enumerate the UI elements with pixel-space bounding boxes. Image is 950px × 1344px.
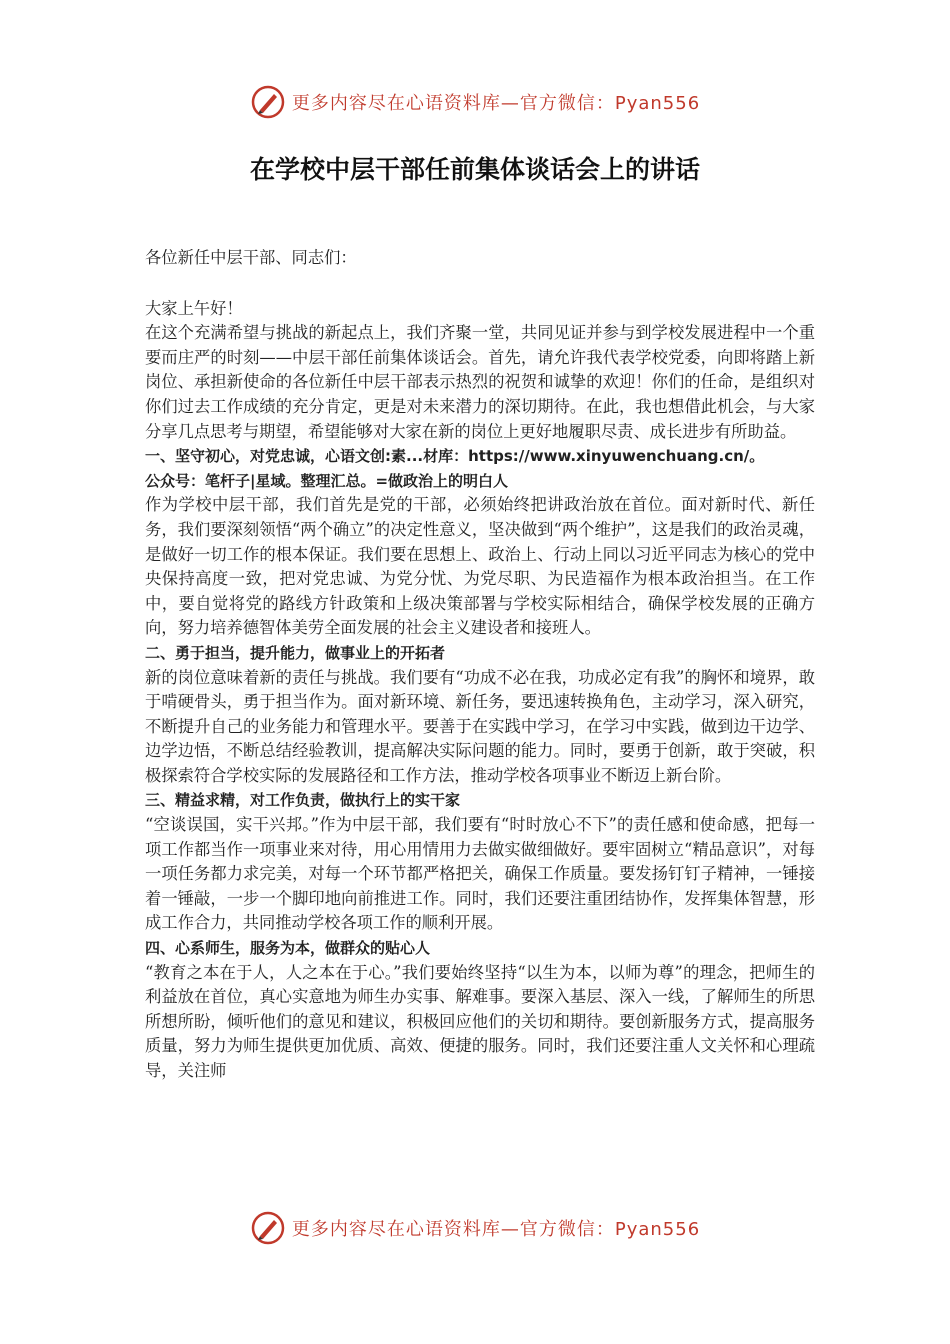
section-2-heading: 二、勇于担当，提升能力，做事业上的开拓者: [145, 643, 446, 662]
pen-logo-icon: [250, 84, 286, 120]
section-3-heading: 三、精益求精，对工作负责，做执行上的实干家: [145, 791, 461, 810]
watermark-text: 更多内容尽在心语资料库—官方微信：Pyan556: [291, 1219, 701, 1240]
salutation: 各位新任中层干部、同志们：: [145, 248, 357, 267]
section-3-body: “空谈误国，实干兴邦。”作为中层干部，我们要有“时时放心不下”的责任感和使命感，把每一项工作都当作一项事业来对待，用心用情用力去做实做细做好。要牢固树立“精品意识”，对每一项任务都力求完美，对每一个环节都严格把关，确保工作质量。要发扬钉钉子精神，一锤接着一锤敲，一步一个脚印地向前推进工作。同时，我们还要注重团结协作，发挥集体智慧，形成工作合力，共同推动学校各项工作的顺利开展。: [145, 815, 815, 933]
document-body: [145, 246, 815, 1084]
section-4-heading: 四、心系师生，服务为本，做群众的贴心人: [145, 939, 431, 958]
section-2-body: 新的岗位意味着新的责任与挑战。我们要有“功成不必在我，功成必定有我”的胸怀和境界，敢于啃硬骨头，勇于担当作为。面对新环境、新任务，要迅速转换角色，主动学习，深入研究，不断提升自己的业务能力和管理水平。要善于在实践中学习，在学习中实践，做到边干边学、边学边悟，不断总结经验教训，提高解决实际问题的能力。同时，要勇于创新，敢于突破，积极探索符合学校实际的发展路径和工作方法，推动学校各项事业不断迈上新台阶。: [145, 667, 815, 785]
section-1-body: 作为学校中层干部，我们首先是党的干部，必须始终把讲政治放在首位。面对新时代、新任务，我们要深刻领悟“两个确立”的决定性意义，坚决做到“两个维护”，这是我们的政治灵魂，是做好一切工作的根本保证。我们要在思想上、政治上、行动上同以习近平同志为核心的党中央保持高度一致，把对党忠诚、为党分忧、为党尽职、为民造福作为根本政治担当。在工作中，要自觉将党的路线方针政策和上级决策部署与学校实际相结合，确保学校发展的正确方向，努力培养德智体美劳全面发展的社会主义建设者和接班人。: [145, 495, 815, 638]
footer-watermark-banner: [0, 1208, 950, 1248]
greeting: 大家上午好！: [145, 298, 243, 318]
page-title: 在学校中层干部任前集体谈话会上的讲话: [249, 155, 700, 184]
section-1-heading: 一、坚守初心，对党忠诚，心语文创:素...材库：https://www.xinyuwenchuang.cn/。: [145, 447, 765, 466]
pen-logo-icon: [250, 1210, 286, 1246]
section-1-subheading: 公众号：笔杆子|星域。整理汇总。=做政治上的明白人: [145, 471, 509, 490]
section-4-body: “教育之本在于人，人之本在于心。”我们要始终坚持“以生为本，以师为尊”的理念，把师生的利益放在首位，真心实意地为师生办实事、解难事。要深入基层、深入一线，了解师生的所思所想所盼，倾听他们的意见和建议，积极回应他们的关切和期待。要创新服务方式，提高服务质量，努力为师生提供更加优质、高效、便捷的服务。同时，我们还要注重人文关怀和心理疏导，关注师: [145, 962, 815, 1080]
watermark-text: 更多内容尽在心语资料库—官方微信：Pyan556: [291, 93, 701, 114]
header-watermark-banner: [0, 82, 950, 122]
intro-paragraph: 在这个充满希望与挑战的新起点上，我们齐聚一堂，共同见证并参与到学校发展进程中一个重要而庄严的时刻——中层干部任前集体谈话会。首先，请允许我代表学校党委，向即将踏上新岗位、承担新使命的各位新任中层干部表示热烈的祝贺和诚挚的欢迎！你们的任命，是组织对你们过去工作成绩的充分肯定，更是对未来潜力的深切期待。在此，我也想借此机会，与大家分享几点思考与期望，希望能够对大家在新的岗位上更好地履职尽责、成长进步有所助益。: [145, 323, 815, 441]
